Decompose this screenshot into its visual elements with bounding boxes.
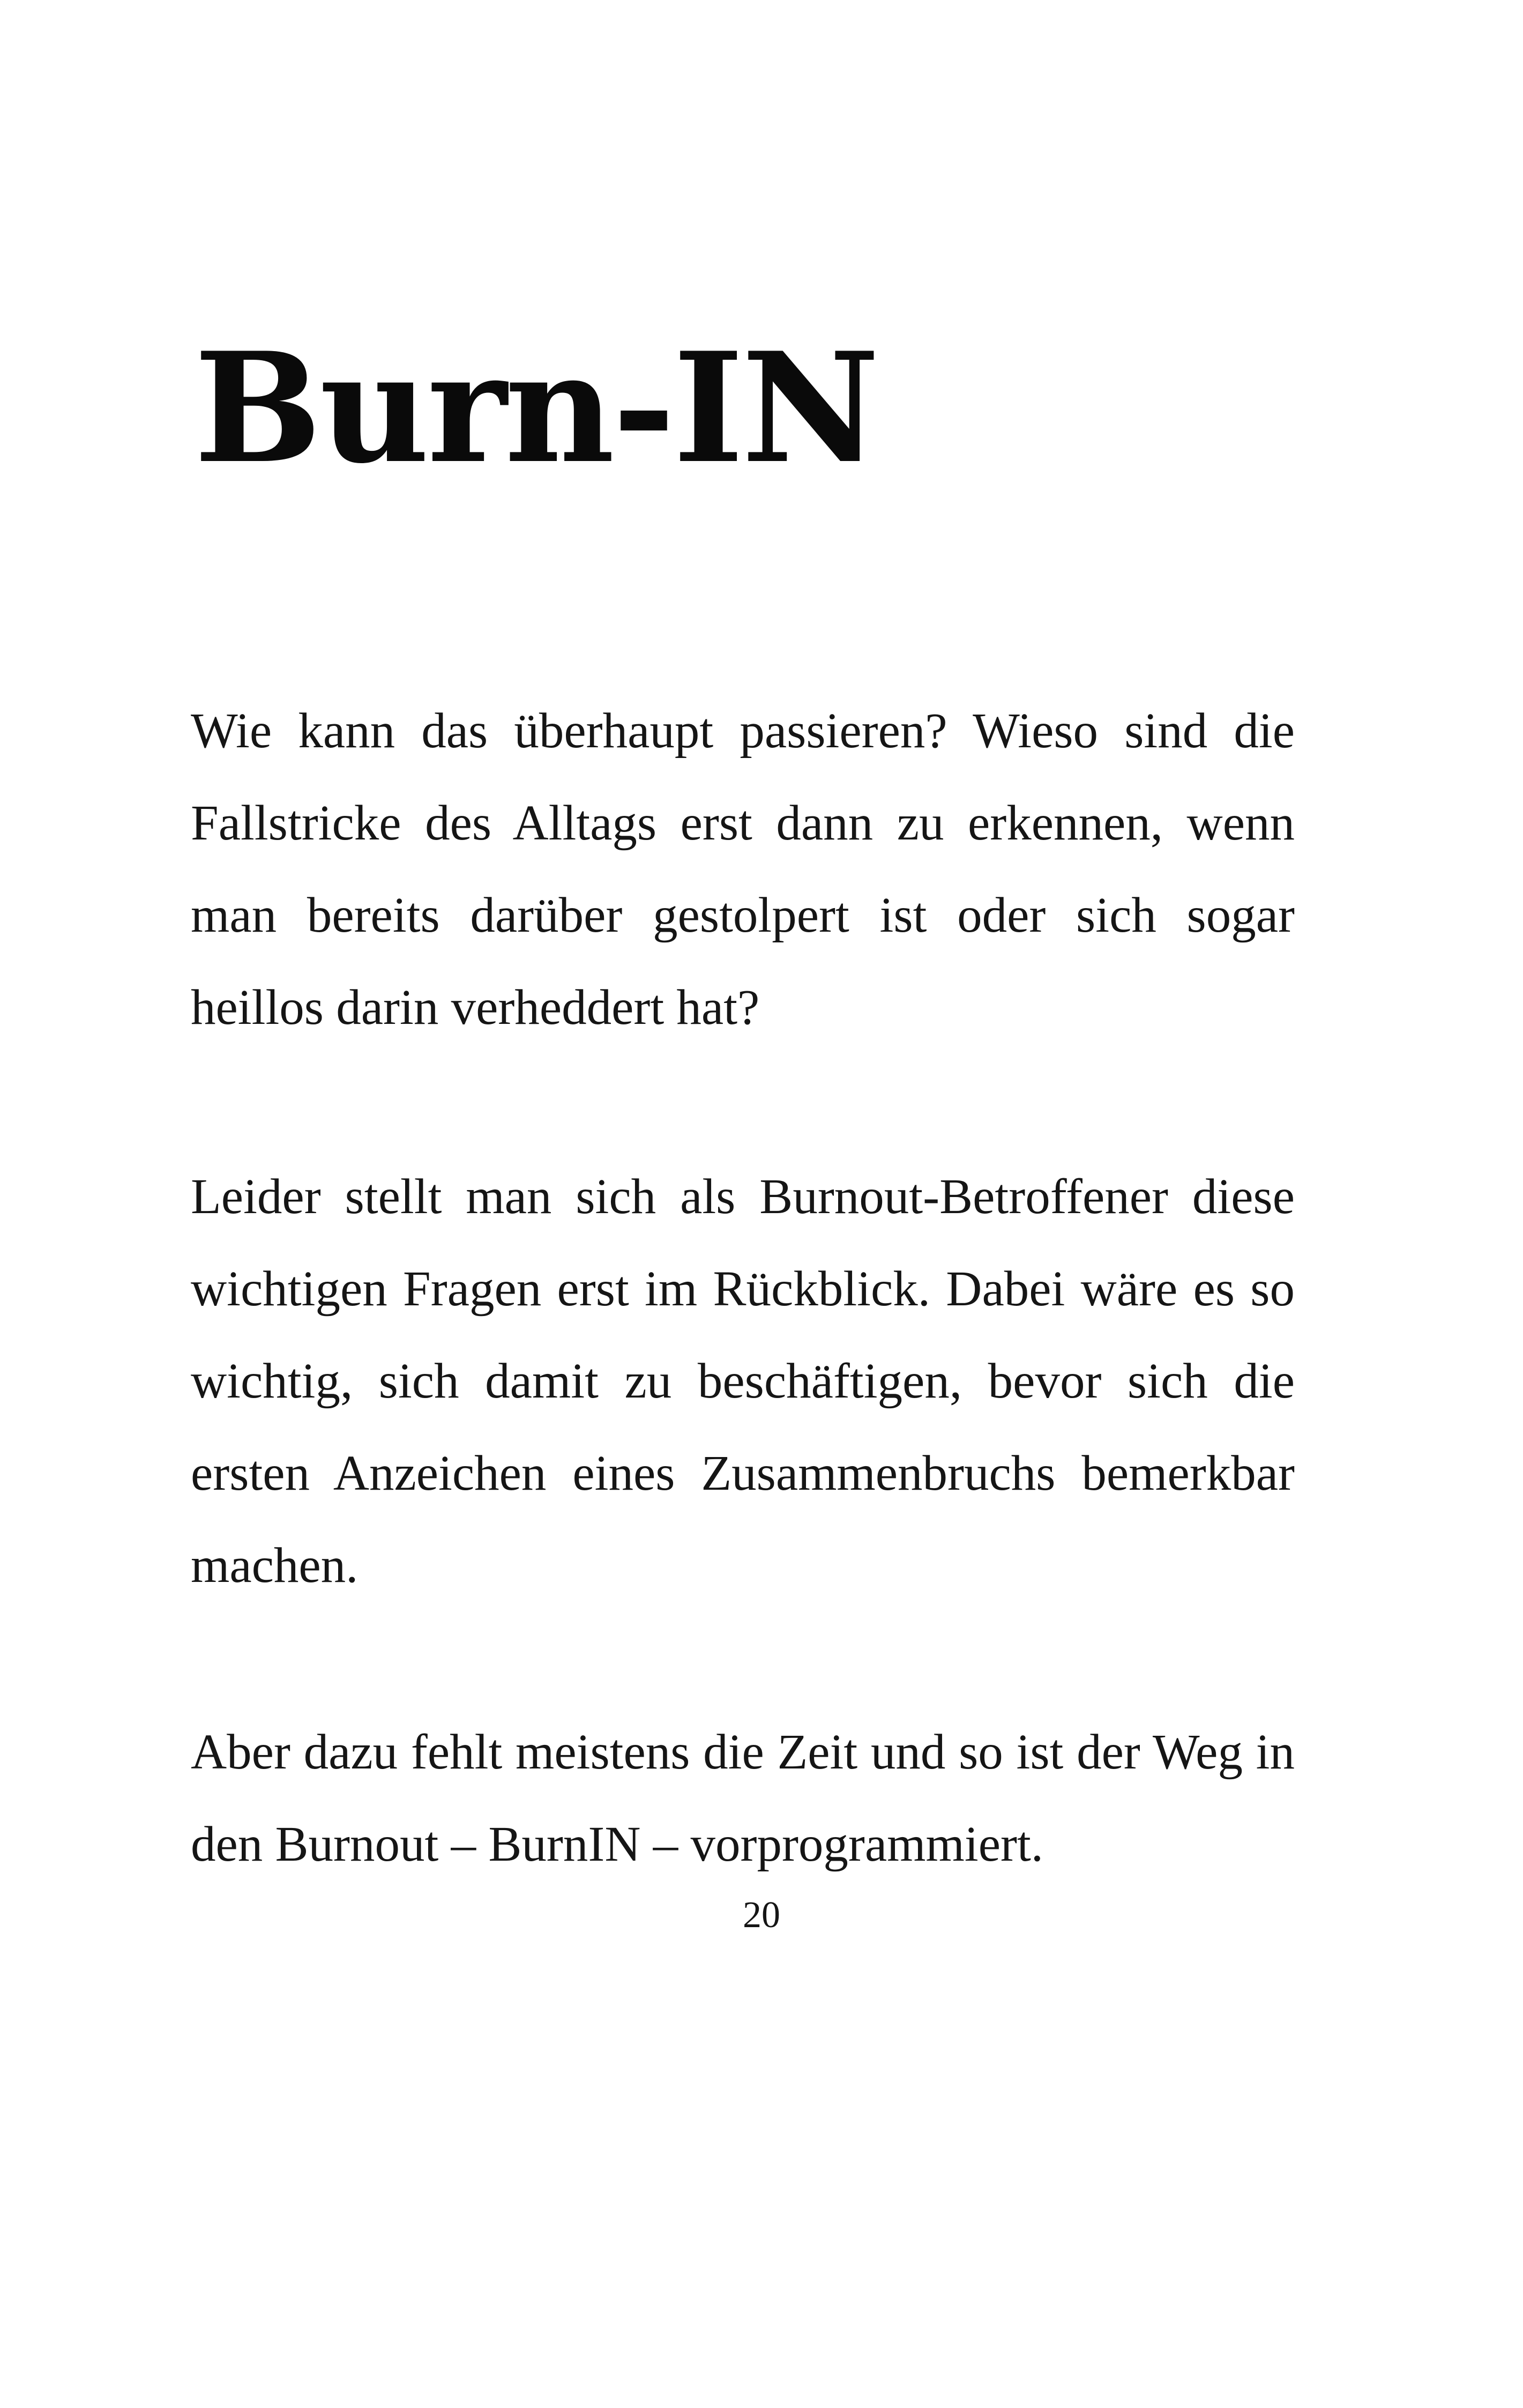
paragraph-3: Aber dazu fehlt meistens die Zeit und so ist der Weg in den Burnout – BurnIN – vorprogrammiert.	[191, 1725, 1295, 1872]
chapter-title: Burn-IN	[194, 319, 878, 497]
paragraph-1: Wie kann das überhaupt passieren? Wieso sind die Fallstricke des Alltags erst dann zu erkennen, wenn man bereits darüber gestolpert ist oder sich sogar heillos darin verheddert hat?	[191, 703, 1295, 1035]
paragraph-2: Leider stellt man sich als Burnout-Betroffener diese wichtigen Fragen erst im Rückblick. Dabei wäre es so wichtig, sich damit zu beschäftigen, bevor sich die ersten Anzeichen eines Zusammenbruchs bemerkbar machen.	[191, 1169, 1295, 1593]
page-number: 20	[743, 1894, 780, 1936]
